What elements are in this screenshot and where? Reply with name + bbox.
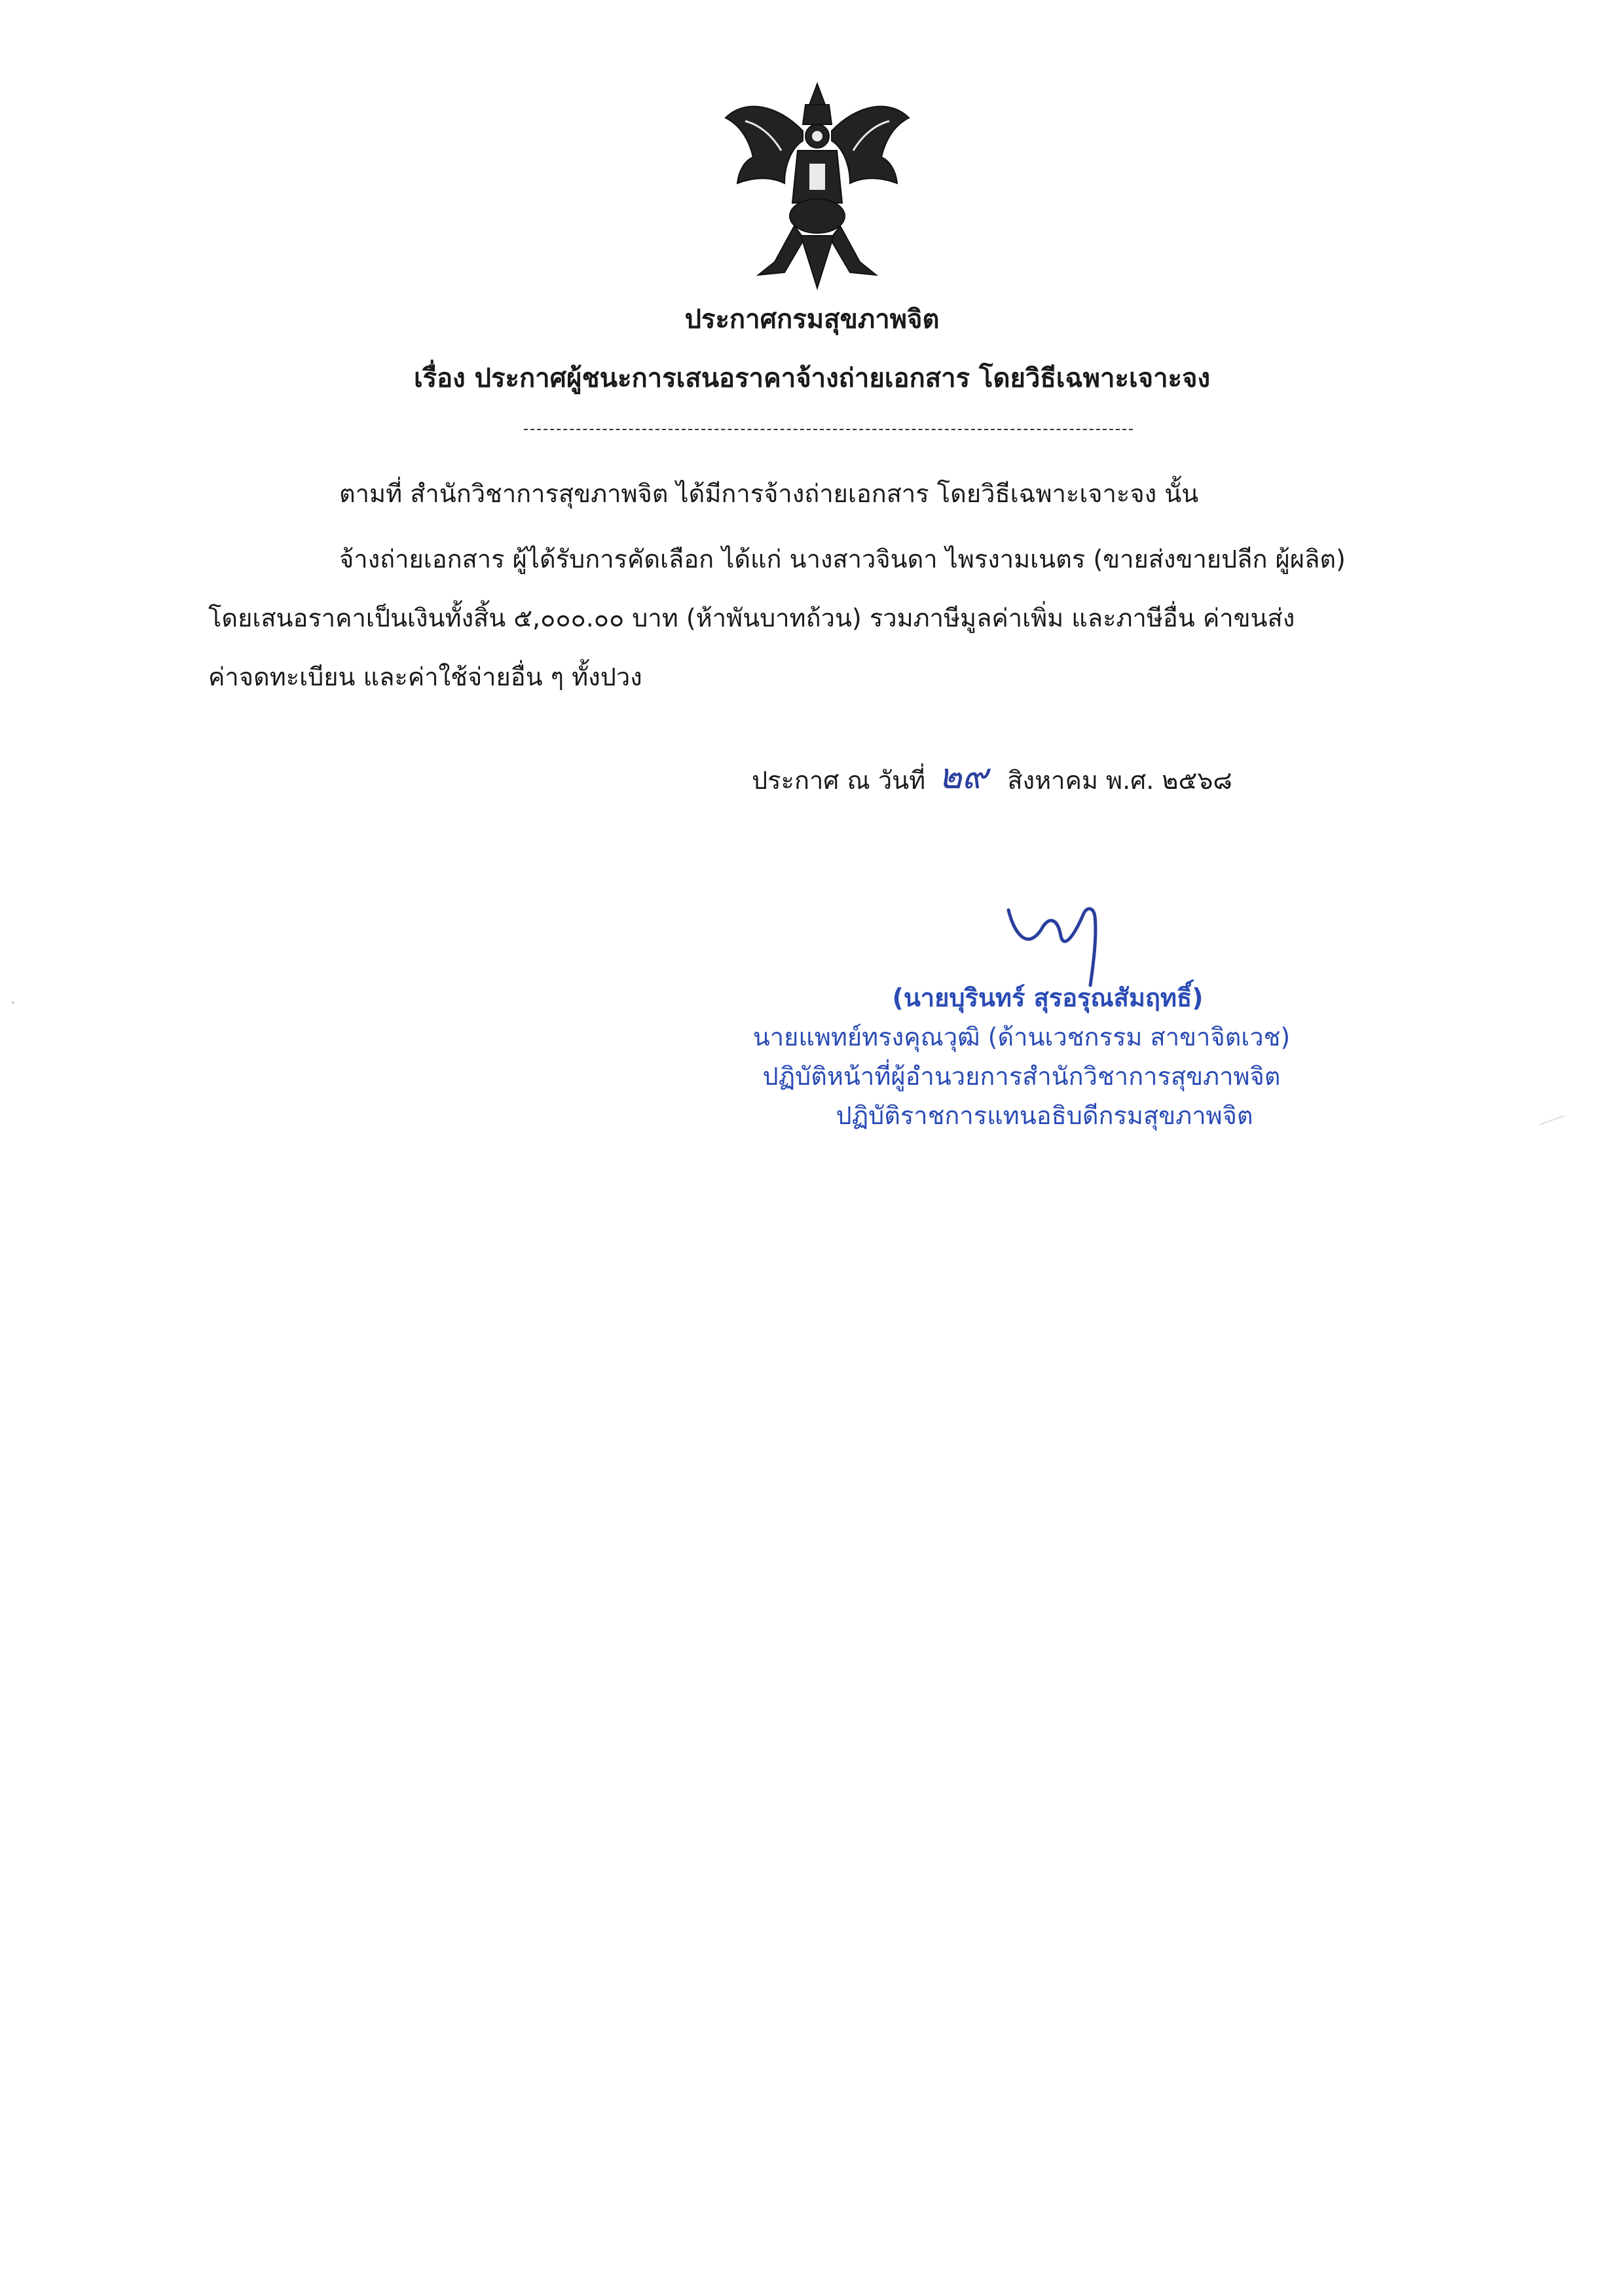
separator-line bbox=[524, 429, 1133, 430]
paragraph-2-line-3: ค่าจดทะเบียน และค่าใช้จ่ายอื่น ๆ ทั้งปวง bbox=[208, 663, 642, 691]
scan-speck bbox=[1540, 1115, 1564, 1125]
date-day-handwritten: ๒๙ bbox=[938, 756, 988, 797]
signature-block bbox=[681, 985, 1362, 1142]
date-month-year: สิงหาคม พ.ศ. ๒๕๖๘ bbox=[1007, 766, 1232, 795]
signer-name: (นายบุรินทร์ สุรอรุณสัมฤทธิ์) bbox=[892, 983, 1204, 1012]
signer-position-2: ปฏิบัติหน้าที่ผู้อำนวยการสำนักวิชาการสุขภาพจิต bbox=[762, 1062, 1281, 1091]
scan-speck bbox=[12, 1002, 14, 1004]
garuda-emblem-icon bbox=[719, 79, 915, 295]
handwritten-signature bbox=[995, 890, 1126, 989]
announcement-date bbox=[752, 756, 1232, 798]
signer-position-1: นายแพทย์ทรงคุณวุฒิ (ด้านเวชกรรม สาขาจิตเวช) bbox=[752, 1023, 1291, 1051]
signer-position-3: ปฏิบัติราชการแทนอธิบดีกรมสุขภาพจิต bbox=[836, 1101, 1253, 1130]
paragraph-2-line-2: โดยเสนอราคาเป็นเงินทั้งสิ้น ๕,๐๐๐.๐๐ บาท (ห้าพันบาทถ้วน) รวมภาษีมูลค่าเพิ่ม และภาษีอื่น ค่าขนส่ง bbox=[208, 604, 1295, 632]
announcement-title: ประกาศกรมสุขภาพจิต bbox=[684, 304, 940, 335]
paragraph-1: ตามที่ สำนักวิชาการสุขภาพจิต ได้มีการจ้างถ่ายเอกสาร โดยวิธีเฉพาะเจาะจง นั้น bbox=[339, 479, 1199, 508]
announcement-subject: เรื่อง ประกาศผู้ชนะการเสนอราคาจ้างถ่ายเอกสาร โดยวิธีเฉพาะเจาะจง bbox=[413, 363, 1211, 393]
paragraph-2-line-1: จ้างถ่ายเอกสาร ผู้ได้รับการคัดเลือก ได้แก่ นางสาวจินดา ไพรงามเนตร (ขายส่งขายปลีก ผู้ผลิต) bbox=[339, 545, 1346, 574]
date-prefix: ประกาศ ณ วันที่ bbox=[752, 766, 926, 795]
